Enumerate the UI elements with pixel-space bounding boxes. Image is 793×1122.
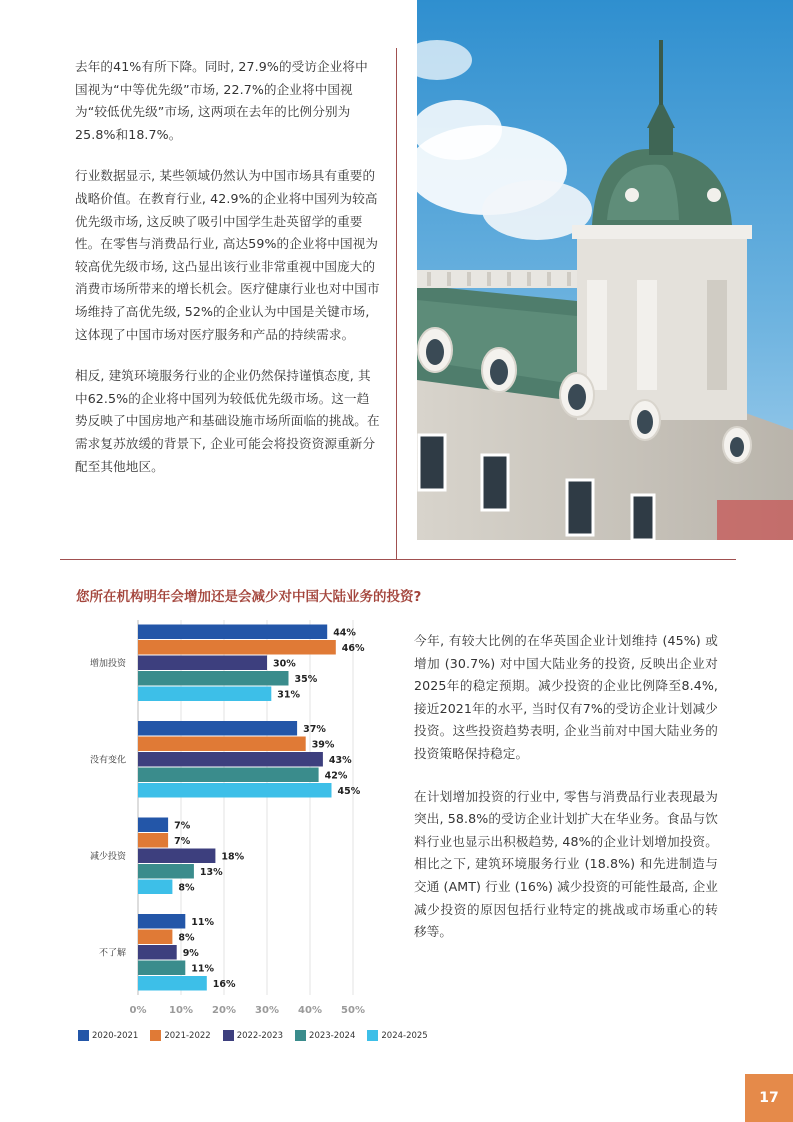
bar-value-label: 43% bbox=[328, 754, 352, 766]
bar-value-label: 11% bbox=[191, 963, 215, 975]
bar bbox=[138, 930, 172, 945]
legend-item bbox=[223, 1030, 283, 1041]
legend-swatch bbox=[150, 1030, 161, 1041]
chart-legend bbox=[78, 1030, 428, 1041]
x-tick-label: 30% bbox=[255, 1005, 279, 1016]
investment-bar-chart bbox=[60, 612, 390, 1026]
x-tick-label: 10% bbox=[169, 1005, 193, 1016]
bar bbox=[138, 721, 297, 736]
legend-swatch bbox=[295, 1030, 306, 1041]
chart-question-title: 您所在机构明年会增加还是会减少对中国大陆业务的投资? bbox=[76, 589, 422, 605]
paragraph: 去年的41%有所下降。同时, 27.9%的受访企业将中国视为“中等优先级”市场, 22.7%的企业将中国视为“较低优先级”市场, 这两项在去年的比例分别为25.8%和18.7%。 bbox=[75, 59, 368, 142]
x-tick-label: 0% bbox=[129, 1005, 147, 1016]
bar bbox=[138, 656, 267, 671]
bar bbox=[138, 640, 336, 655]
bar-value-label: 44% bbox=[333, 627, 356, 639]
bar bbox=[138, 818, 168, 833]
legend-label: 2023-2024 bbox=[309, 1030, 356, 1041]
paragraph: 行业数据显示, 某些领域仍然认为中国市场具有重要的战略价值。在教育行业, 42.9%的企业将中国列为较高优先级市场, 这反映了吸引中国学生赴英留学的重要性。在零售与消费品行业, 高达59%的企业将中国视为较高优先级市场, 这凸显出该行业非常重视中国庞大的消费市场所带来的增长机会。医疗健康行业也对中国市场维持了高优先级, 52%的企业认为中国是关键市场, 这体现了中国市场对医疗服务和产品的持续需求。 bbox=[75, 168, 380, 342]
legend-item bbox=[367, 1030, 427, 1041]
paragraph: 相反, 建筑环境服务行业的企业仍然保持谨慎态度, 其中62.5%的企业将中国列为较低优先级市场。这一趋势反映了中国房地产和基础设施市场所面临的挑战。在需求复苏放缓的背景下, 企业可能会将投资资源重新分配至其他地区。 bbox=[75, 368, 380, 474]
bar bbox=[138, 671, 289, 686]
category-label: 不了解 bbox=[98, 948, 126, 959]
legend-item bbox=[78, 1030, 138, 1041]
bar-value-label: 7% bbox=[174, 820, 191, 832]
legend-swatch bbox=[78, 1030, 89, 1041]
bar-value-label: 39% bbox=[311, 739, 335, 751]
bar-value-label: 37% bbox=[303, 723, 326, 735]
paragraph: 在计划增加投资的行业中, 零售与消费品行业表现最为突出, 58.8%的受访企业计划扩大在华业务。食品与饮料行业也显示出积极趋势, 48%的企业计划增加投资。相比之下, 建筑环境服务行业 (18.8%) 和先进制造与交通 (AMT) 行业 (16%) 减少投资的可能性最高, 企业减少投资的原因包括行业特定的挑战或市场重心的转移等。 bbox=[414, 788, 718, 940]
bar-value-label: 7% bbox=[174, 835, 191, 847]
bar bbox=[138, 833, 168, 848]
bar bbox=[138, 914, 185, 929]
bar-value-label: 46% bbox=[341, 642, 365, 654]
legend-swatch bbox=[223, 1030, 234, 1041]
bar bbox=[138, 752, 323, 767]
legend-item bbox=[150, 1030, 210, 1041]
bar bbox=[138, 864, 194, 879]
page-number: 17 bbox=[745, 1074, 793, 1122]
bar-value-label: 8% bbox=[178, 882, 195, 894]
bar-value-label: 42% bbox=[324, 770, 348, 782]
category-label: 增加投资 bbox=[89, 658, 126, 669]
legend-label: 2024-2025 bbox=[381, 1030, 428, 1041]
bar-value-label: 18% bbox=[221, 851, 245, 863]
left-text-column bbox=[75, 56, 380, 497]
bar-value-label: 16% bbox=[212, 978, 236, 990]
bar bbox=[138, 625, 327, 640]
paragraph: 今年, 有较大比例的在华英国企业计划维持 (45%) 或增加 (30.7%) 对中国大陆业务的投资, 反映出企业对2025年的稳定预期。减少投资的企业比例降至8.4%, 接近2021年的水平, 当时仅有7%的受访企业计划减少投资。这些投资趋势表明, 企业当前对中国大陆业务的投资策略保持稳定。 bbox=[414, 633, 718, 761]
x-tick-label: 50% bbox=[341, 1005, 365, 1016]
vertical-divider bbox=[396, 48, 397, 560]
bar-value-label: 13% bbox=[199, 866, 223, 878]
right-text-column bbox=[414, 630, 718, 964]
bar-value-label: 11% bbox=[191, 916, 215, 928]
bar-value-label: 45% bbox=[337, 785, 361, 797]
category-label: 没有变化 bbox=[89, 755, 126, 766]
bar bbox=[138, 783, 332, 798]
horizontal-divider bbox=[60, 559, 736, 560]
bar bbox=[138, 961, 185, 976]
legend-label: 2021-2022 bbox=[164, 1030, 211, 1041]
bar-value-label: 31% bbox=[277, 689, 301, 701]
category-label: 减少投资 bbox=[89, 851, 126, 862]
bar bbox=[138, 768, 319, 783]
bar-value-label: 30% bbox=[273, 658, 296, 670]
x-tick-label: 40% bbox=[298, 1005, 322, 1016]
building-photo bbox=[417, 0, 793, 540]
bar bbox=[138, 976, 207, 991]
legend-item bbox=[295, 1030, 355, 1041]
legend-label: 2020-2021 bbox=[92, 1030, 139, 1041]
bar bbox=[138, 687, 271, 702]
bar bbox=[138, 945, 177, 960]
bar bbox=[138, 737, 306, 752]
legend-swatch bbox=[367, 1030, 378, 1041]
x-tick-label: 20% bbox=[212, 1005, 236, 1016]
bar bbox=[138, 880, 172, 895]
bar-value-label: 35% bbox=[294, 673, 318, 685]
legend-label: 2022-2023 bbox=[236, 1030, 284, 1041]
bar-value-label: 8% bbox=[178, 932, 195, 944]
bar-value-label: 9% bbox=[182, 947, 199, 959]
bar bbox=[138, 849, 215, 864]
